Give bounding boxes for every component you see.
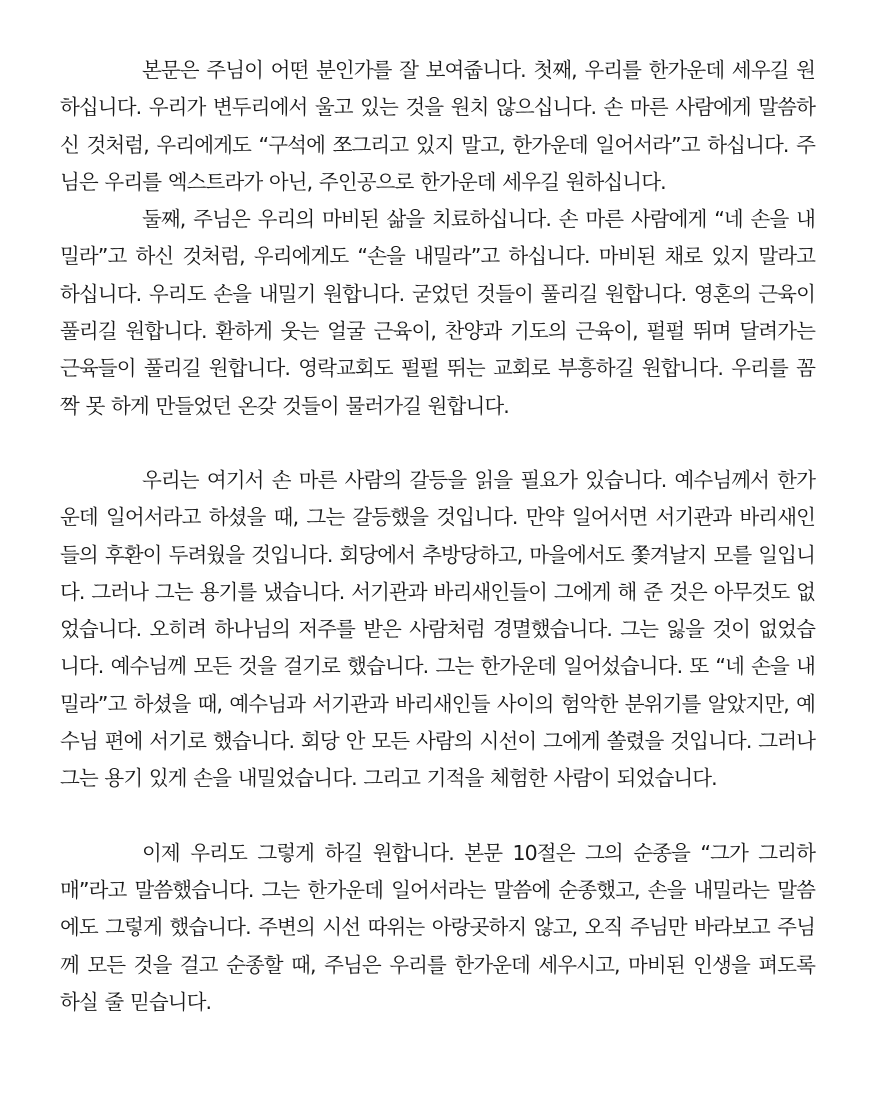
paragraph-2: 둘째, 주님은 우리의 마비된 삶을 치료하십니다. 손 마른 사람에게 “네 손을 내밀라”고 하신 것처럼, 우리에게도 “손을 내밀라”고 하십니다. 마비된 채로 있지 말라고 하십니다. 우리도 손을 내밀기 원합니다. 굳었던 것들이 풀리길 원합니다. 영혼의 근육이 풀리길 원합니다. 환하게 웃는 얼굴 근육이, 찬양과 기도의 근육이, 펄펄 뛰며 달려가는 근육들이 풀리길 원합니다. 영락교회도 펄펄 뛰는 교회로 부흥하길 원합니다. 우리를 꼼짝 못 하게 만들었던 온갖 것들이 물러가길 원합니다. <box>60 207 815 418</box>
paragraph-4: 이제 우리도 그렇게 하길 원합니다. 본문 10절은 그의 순종을 “그가 그리하매”라고 말씀했습니다. 그는 한가운데 일어서라는 말씀에 순종했고, 손을 내밀라는 말씀에도 그렇게 했습니다. 주변의 시선 따위는 아랑곳하지 않고, 오직 주님만 바라보고 주님께 모든 것을 걸고 순종할 때, 주님은 우리를 한가운데 세우시고, 마비된 인생을 펴도록 하실 줄 믿습니다. <box>60 840 815 1014</box>
paragraph-3: 우리는 여기서 손 마른 사람의 갈등을 읽을 필요가 있습니다. 예수님께서 한가운데 일어서라고 하셨을 때, 그는 갈등했을 것입니다. 만약 일어서면 서기관과 바리새인들의 후환이 두려웠을 것입니다. 회당에서 추방당하고, 마을에서도 쫓겨날지 모를 일입니다. 그러나 그는 용기를 냈습니다. 서기관과 바리새인들이 그에게 해 준 것은 아무것도 없었습니다. 오히려 하나님의 저주를 받은 사람처럼 경멸했습니다. 그는 잃을 것이 없었습니다. 예수님께 모든 것을 걸기로 했습니다. 그는 한가운데 일어섰습니다. 또 “네 손을 내밀라”고 하셨을 때, 예수님과 서기관과 바리새인들 사이의 험악한 분위기를 알았지만, 예수님 편에 서기로 했습니다. 회당 안 모든 사람의 시선이 그에게 쏠렸을 것입니다. 그러나 그는 용기 있게 손을 내밀었습니다. 그리고 기적을 체험한 사람이 되었습니다. <box>60 467 815 791</box>
paragraph-1: 본문은 주님이 어떤 분인가를 잘 보여줍니다. 첫째, 우리를 한가운데 세우길 원하십니다. 우리가 변두리에서 울고 있는 것을 원치 않으십니다. 손 마른 사람에게 말씀하신 것처럼, 우리에게도 “구석에 쪼그리고 있지 말고, 한가운데 일어서라”고 하십니다. 주님은 우리를 엑스트라가 아닌, 주인공으로 한가운데 세우길 원하십니다. <box>60 58 815 194</box>
